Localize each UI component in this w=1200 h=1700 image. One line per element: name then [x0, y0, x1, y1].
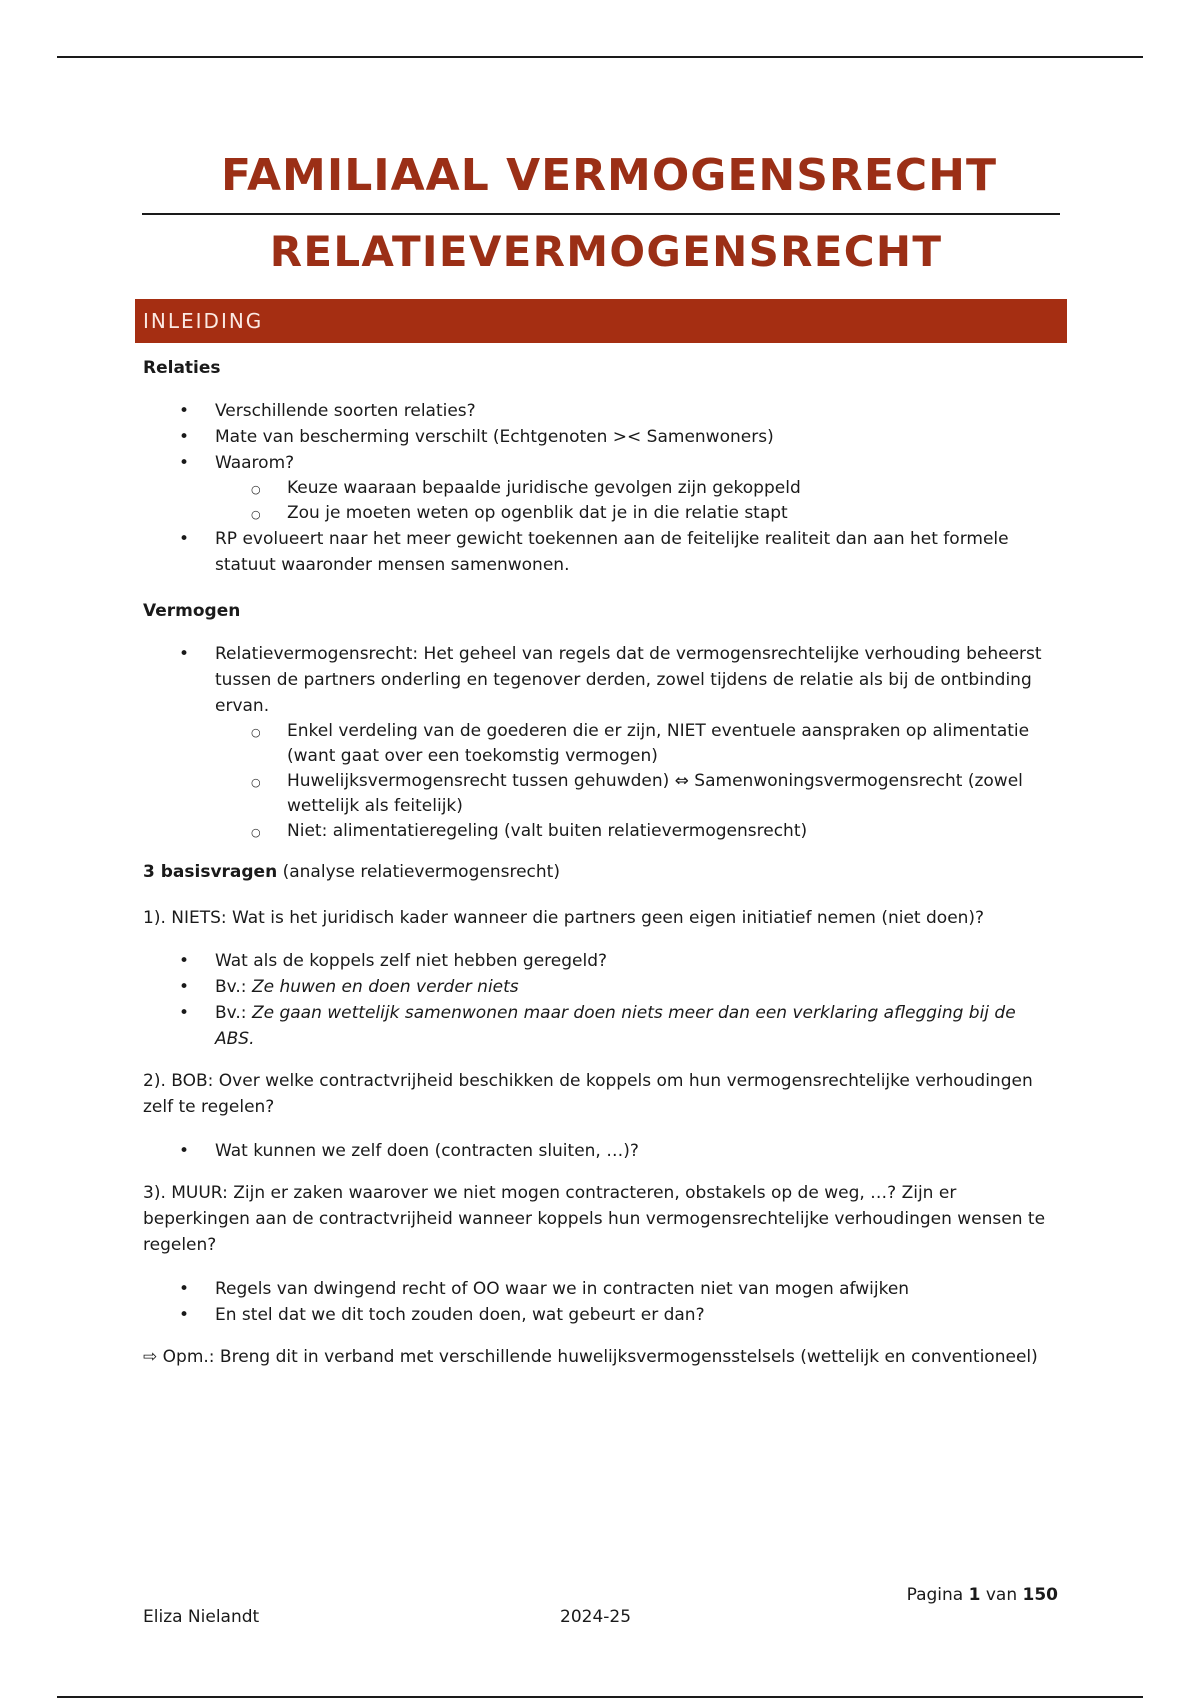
vermogen-list: [143, 641, 1057, 844]
list-item: • Mate van bescherming verschilt (Echtgenoten >< Samenwoners): [143, 424, 1057, 450]
question-2-list: [143, 1138, 1057, 1164]
remark: ⇨ Opm.: Breng dit in verband met verschillende huwelijksvermogensstelsels (wettelijk en conventioneel): [143, 1347, 1038, 1367]
example-text: Ze gaan wettelijk samenwonen maar doen niets meer dan een verklaring aflegging bij de ABS.: [215, 1003, 1016, 1049]
sublist-item: ○ Huwelijksvermogensrecht tussen gehuwden) ⇔ Samenwoningsvermogensrecht (zowel wettelijk als feitelijk): [215, 769, 1057, 819]
section-header: INLEIDING: [135, 299, 1067, 343]
sublist: [215, 476, 1057, 526]
page-content: [135, 130, 1067, 1370]
list-item-text: Relatievermogensrecht: Het geheel van regels dat de vermogensrechtelijke verhouding beheerst tussen de partners onderling en tegenover derden, zowel tijdens de relatie als bij de ontbinding ervan.: [215, 644, 1042, 716]
of-word: van: [980, 1585, 1023, 1605]
list-item: • Wat kunnen we zelf doen (contracten sluiten, …)?: [143, 1138, 1057, 1164]
heading-basisvragen-bold: 3 basisvragen: [143, 862, 278, 882]
footer-author: Eliza Nielandt: [143, 1607, 260, 1627]
question-3: 3). MUUR: Zijn er zaken waarover we niet mogen contracteren, obstakels op de weg, …? Zijn er beperkingen aan de contractvrijheid wanneer koppels hun vermogensrechtelijke verhoudingen wensen te regelen?: [143, 1183, 1046, 1255]
page-number: [907, 1585, 1058, 1605]
page-word: Pagina: [906, 1585, 969, 1605]
heading-basisvragen: [143, 859, 1057, 885]
list-item: • En stel dat we dit toch zouden doen, wat gebeurt er dan?: [143, 1302, 1057, 1328]
document-title: FAMILIAAL VERMOGENSRECHT: [220, 150, 998, 201]
relaties-list: [143, 398, 1057, 578]
list-item: [143, 1000, 1057, 1052]
footer-rule: [57, 1696, 1143, 1698]
heading-vermogen: Vermogen: [143, 601, 241, 621]
sublist: [215, 719, 1057, 844]
current-page: 1: [968, 1585, 981, 1605]
sublist-item: ○ Zou je moeten weten op ogenblik dat je in die relatie stapt: [215, 501, 1057, 526]
question-3-list: [143, 1276, 1057, 1328]
header-rule: [57, 56, 1143, 58]
list-item: • Regels van dwingend recht of OO waar we in contracten niet van mogen afwijken: [143, 1276, 1057, 1302]
list-item: • Verschillende soorten relaties?: [143, 398, 1057, 424]
question-1: 1). NIETS: Wat is het juridisch kader wanneer die partners geen eigen initiatief nemen (niet doen)?: [143, 908, 985, 928]
question-2: 2). BOB: Over welke contractvrijheid beschikken de koppels om hun vermogensrechtelijke verhoudingen zelf te regelen?: [143, 1071, 1033, 1117]
list-item: • RP evolueert naar het meer gewicht toekennen aan de feitelijke realiteit dan aan het formele statuut waaronder mensen samenwonen.: [143, 526, 1057, 578]
example-label: Bv.:: [215, 1003, 252, 1023]
heading-basisvragen-rest: (analyse relatievermogensrecht): [277, 862, 560, 882]
document-subtitle: RELATIEVERMOGENSRECHT: [269, 227, 943, 276]
total-pages: 150: [1022, 1585, 1058, 1605]
list-item: [143, 641, 1057, 844]
section-body: [135, 355, 1067, 1370]
sublist-item: ○ Enkel verdeling van de goederen die er zijn, NIET eventuele aanspraken op alimentatie (want gaat over een toekomstig vermogen): [215, 719, 1057, 769]
list-item: • Wat als de koppels zelf niet hebben geregeld?: [143, 948, 1057, 974]
list-item-text: Waarom?: [215, 453, 295, 473]
sublist-item: ○ Keuze waaraan bepaalde juridische gevolgen zijn gekoppeld: [215, 476, 1057, 501]
footer-year: 2024-25: [560, 1607, 632, 1627]
sublist-item: ○ Niet: alimentatieregeling (valt buiten relatievermogensrecht): [215, 819, 1057, 844]
list-item: [143, 450, 1057, 526]
question-1-list: [143, 948, 1057, 1052]
example-text: Ze huwen en doen verder niets: [251, 977, 519, 997]
heading-relaties: Relaties: [143, 358, 221, 378]
example-label: Bv.:: [215, 977, 252, 997]
list-item: [143, 974, 1057, 1000]
